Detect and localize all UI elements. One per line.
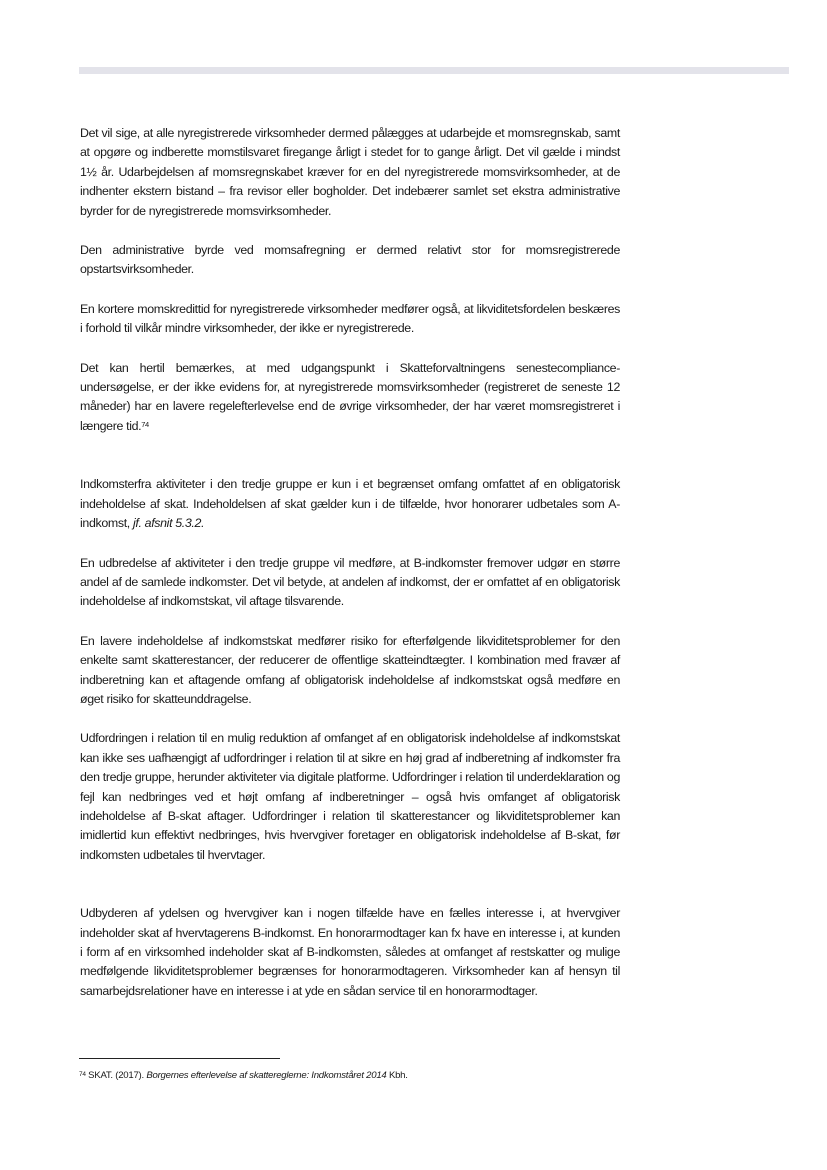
paragraph-4-text: Det kan hertil bemærkes, at med udgangspunkt i Skatteforvaltningens senestecompliance-undersøgelse, er der ikke evidens for, at nyregistrerede momsvirksomheder (registreret de seneste 12 måneder) har en lavere regelefterlevelse end de øvrige virksomheder, der har været momsregistreret i længere tid. bbox=[80, 360, 620, 433]
header-rule bbox=[79, 67, 789, 74]
paragraph-3: En kortere momskredittid for nyregistrerede virksomheder medfører også, at likviditetsfordelen beskæres i forhold til vilkår mindre virksomheder, der ikke er nyregistrerede. bbox=[80, 301, 620, 336]
paragraph-8: Udfordringen i relation til en mulig reduktion af omfanget af en obligatorisk indeholdelse af indkomstskat kan ikke ses uafhængigt af udfordringer i relation til at sikre en høj grad af indberetning af indkomster fra den tredje gruppe, herunder aktiviteter via digitale platforme. Udfordringer i relation til underdeklaration og fejl kan nedbringes ved et højt omfang af indberetninger – også hvis omfanget af obligatorisk indeholdelse af B-skat aftager. Udfordringer i relation til skatterestancer og likviditetsproblemer kan imidlertid kun effektivt nedbringes, hvis hvervgiver foretager en obligatorisk indeholdelse af B-skat, før indkomsten udbetales til hvervtager. bbox=[80, 731, 620, 862]
footnote-reference[interactable]: 74 bbox=[141, 419, 149, 429]
paragraph-7: En lavere indeholdelse af indkomstskat medfører risiko for efterfølgende likviditetsproblemer for den enkelte samt skatterestancer, der reducerer de offentlige skatteindtægter. I kombination med fravær af indberetning kan et aftagende omfang af obligatorisk indeholdelse af indkomstskat også medføre en øget risiko for skatteunddragelse. bbox=[80, 633, 620, 706]
document-body bbox=[80, 124, 620, 1001]
paragraph-1: Det vil sige, at alle nyregistrerede virksomheder dermed pålægges at udarbejde et momsregnskab, samt at opgøre og indberette momstilsvaret firegange årligt i stedet for to gange årligt. Det vil gælde i mindst 1½ år. Udarbejdelsen af momsregnskabet kræver for en del nyregistrerede momsvirksomheder, at de indhenter ekstern bistand – fra revisor eller bogholder. Det indebærer samlet set ekstra administrative byrder for de nyregistrerede momsvirksomheder. bbox=[80, 126, 620, 218]
footnote-source: SKAT. (2017). bbox=[88, 1070, 144, 1081]
paragraph-5 bbox=[80, 475, 620, 533]
paragraph-9: Udbyderen af ydelsen og hvervgiver kan i nogen tilfælde have en fælles interesse i, at hvervgiver indeholder skat af hvervtagerens B-indkomst. En honorarmodtager kan fx have en interesse i, at kunden i form af en virksomhed indeholder skat af B-indkomsten, således at omfanget af restskatter og mulige medfølgende likviditetsproblemer begrænses for honorarmodtageren. Virksomheder kan af hensyn til samarbejdsrelationer have en interesse i at yde en sådan service til en honorarmodtager. bbox=[80, 906, 620, 998]
paragraph-5-text: Indkomsterfra aktiviteter i den tredje gruppe er kun i et begrænset omfang omfattet af en obligatorisk indeholdelse af skat. Indeholdelsen af skat gælder kun i de tilfælde, hvor honorarer udbetales som A-indkomst, bbox=[80, 477, 620, 531]
footnote-separator bbox=[79, 1058, 280, 1059]
footnote-title: Borgernes efterlevelse af skattereglerne: Indkomståret 2014 bbox=[146, 1070, 387, 1081]
paragraph-6: En udbredelse af aktiviteter i den tredje gruppe vil medføre, at B-indkomster fremover udgør en større andel af de samlede indkomster. Det vil betyde, at andelen af indkomst, der er omfattet af en obligatorisk indeholdelse af indkomstskat, vil aftage tilsvarende. bbox=[80, 555, 620, 609]
paragraph-4 bbox=[80, 359, 620, 437]
footnote-place: Kbh. bbox=[388, 1070, 408, 1081]
footnote-number: 74 bbox=[79, 1070, 86, 1078]
cross-reference: jf. afsnit 5.3.2. bbox=[132, 516, 205, 531]
footnote bbox=[79, 1070, 408, 1081]
paragraph-2: Den administrative byrde ved momsafregning er dermed relativt stor for momsregistrerede opstartsvirksomheder. bbox=[80, 243, 620, 277]
